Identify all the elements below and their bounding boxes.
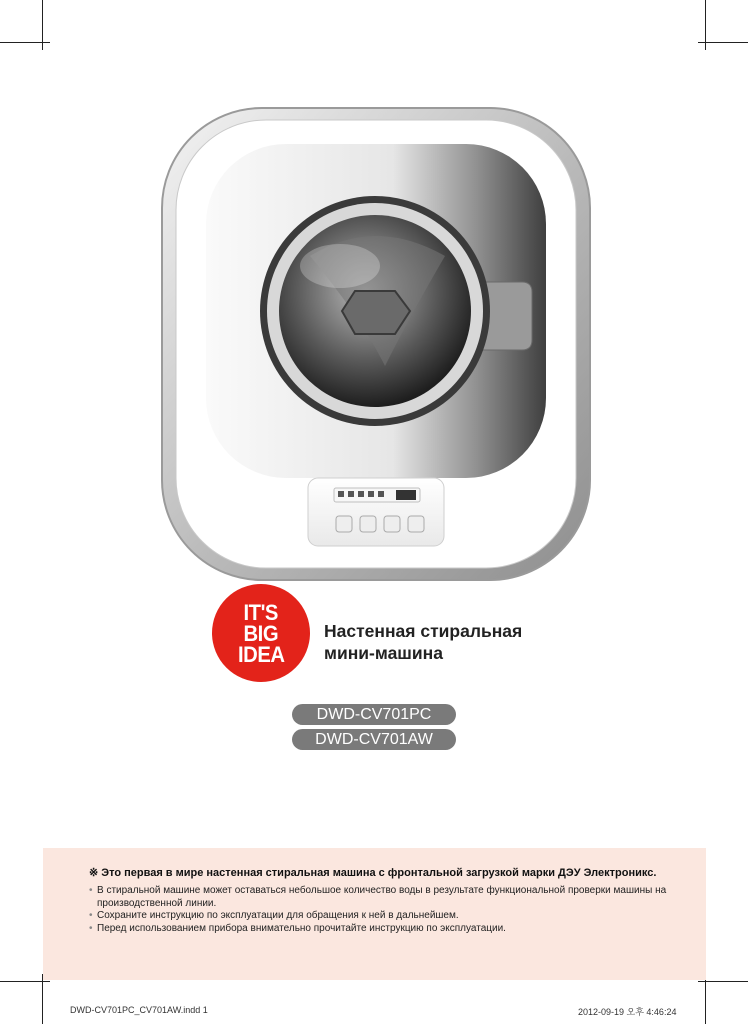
crop-mark-bottom-left-h <box>0 981 50 982</box>
washing-machine-image <box>160 106 592 586</box>
footer-timestamp: 2012-09-19 오후 4:46:24 <box>578 1007 677 1017</box>
notice-item: • Перед использованием прибора внимательно прочитайте инструкцию по эксплуатации. <box>89 923 679 936</box>
footer-filename: DWD-CV701PC_CV701AW.indd 1 <box>70 1005 208 1015</box>
model-badge-pc: DWD-CV701PC <box>292 704 456 725</box>
logo-line-1: IT'S <box>243 599 279 625</box>
notice-box <box>43 848 706 980</box>
crop-mark-bottom-right-h <box>698 981 748 982</box>
notice-item: • В стиральной машине может оставаться небольшое количество воды в результате функциональной проверки машины на производственной линии. <box>89 885 679 910</box>
notice-list <box>89 885 679 935</box>
crop-mark-top-right-h <box>698 42 748 43</box>
product-title-line-2: мини-машина <box>324 643 443 663</box>
logo-line-2: BIG <box>243 620 279 646</box>
crop-mark-top-left-h <box>0 42 50 43</box>
notice-heading: ※ Это первая в мире настенная стиральная машина с фронтальной загрузкой марки ДЭУ Электроникс. <box>89 867 657 879</box>
model-badge-aw: DWD-CV701AW <box>292 729 456 750</box>
product-title <box>324 620 522 664</box>
notice-item: • Сохраните инструкцию по эксплуатации для обращения к ней в дальнейшем. <box>89 910 679 923</box>
logo-line-3: IDEA <box>237 641 285 667</box>
product-title-line-1: Настенная стиральная <box>324 621 523 641</box>
its-big-idea-logo <box>212 584 310 682</box>
